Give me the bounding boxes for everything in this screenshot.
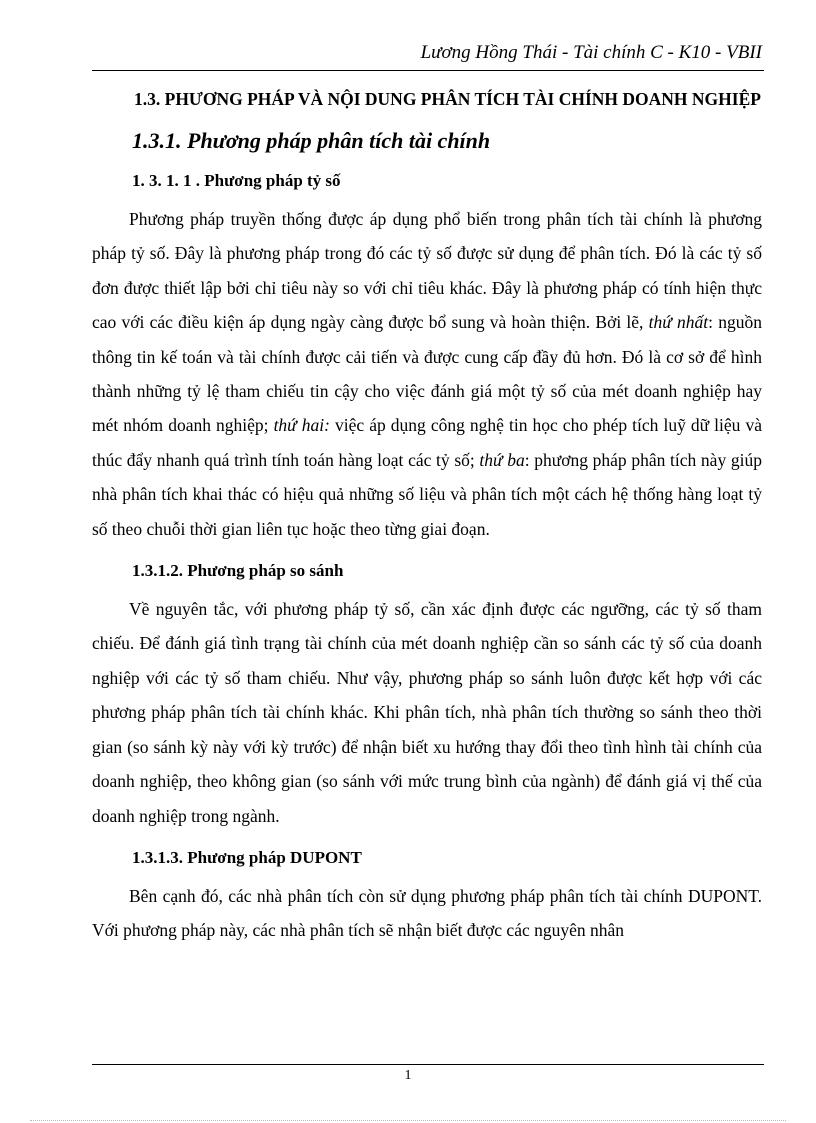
subsection-title: 1.3.1. Phương pháp phân tích tài chính: [132, 128, 491, 153]
emphasis-second: thứ hai:: [273, 415, 330, 436]
heading-comparison-method: 1.3.1.2. Phương pháp so sánh: [132, 561, 344, 581]
text-run: : phương pháp phân tích này giúp nhà phân tích khai thác có hiệu quả những số liệu và phân tích một cách hệ thống hàng loạt tỷ số theo chuỗi thời gian liên tục hoặc theo từng giai đoạn.: [92, 449, 762, 539]
emphasis-third: thứ ba: [479, 449, 525, 470]
document-body: [92, 82, 762, 948]
emphasis-first: thứ nhất: [648, 312, 709, 333]
paragraph-comparison-method: Về nguyên tắc, với phương pháp tỷ số, cần xác định được các ngưỡng, các tỷ số tham chiếu. Để đánh giá tình trạng tài chính của mét doanh nghiệp cần so sánh các tỷ số của doanh nghiệp với các tỷ số tham chiếu. Như vậy, phương pháp so sánh luôn được kết hợp với các phương pháp phân tích tài chính khác. Khi phân tích, nhà phân tích thường so sánh theo thời gian (so sánh kỳ này với kỳ trước) để nhận biết xu hướng thay đổi theo tình hình tài chính của doanh nghiệp, theo không gian (so sánh với mức trung bình của ngành) để đánh giá vị thế của doanh nghiệp trong ngành.: [92, 599, 762, 826]
text-run: việc áp dụng công nghệ tin học cho phép tích luỹ dữ liệu và thúc đẩy nhanh quá trình tính toán hàng loạt các tỷ số;: [92, 415, 762, 470]
paragraph-dupont-method: Bên cạnh đó, các nhà phân tích còn sử dụng phương pháp phân tích tài chính DUPONT. Với phương pháp này, các nhà phân tích sẽ nhận biết được các nguyên nhân: [92, 885, 762, 941]
page-number: 1: [404, 1068, 412, 1083]
section-title: 1.3. PHƯƠNG PHÁP VÀ NỘI DUNG PHÂN TÍCH TÀI CHÍNH DOANH NGHIỆP: [134, 89, 761, 109]
text-run: : nguồn thông tin kế toán và tài chính được cải tiến và được cung cấp đầy đủ hơn. Đó là cơ sở để hình thành những tỷ lệ tham chiếu tin cậy cho việc đánh giá một tỷ số của mét doanh nghiệp hay mét nhóm doanh nghiệp;: [92, 312, 762, 436]
header-author-text: Lương Hồng Thái - Tài chính C - K10 - VBII: [420, 42, 762, 63]
page-edge-divider: [30, 1120, 786, 1121]
heading-ratio-method: 1. 3. 1. 1 . Phương pháp tỷ số: [132, 171, 341, 190]
footer-rule: [92, 1064, 764, 1065]
paragraph-ratio-method: [92, 202, 762, 546]
page-header: [92, 38, 764, 71]
heading-dupont-method: 1.3.1.3. Phương pháp DUPONT: [132, 847, 362, 867]
text-run: Phương pháp truyền thống được áp dụng phổ biến trong phân tích tài chính là phương pháp tỷ số. Đây là phương pháp trong đó các tỷ số được sử dụng để phân tích. Đó là các tỷ số đơn được thiết lập bởi chỉ tiêu này so với chỉ tiêu khác. Đây là phương pháp có tính hiện thực cao với các điều kiện áp dụng ngày càng được bổ sung và hoàn thiện. Bởi lẽ,: [92, 209, 762, 333]
